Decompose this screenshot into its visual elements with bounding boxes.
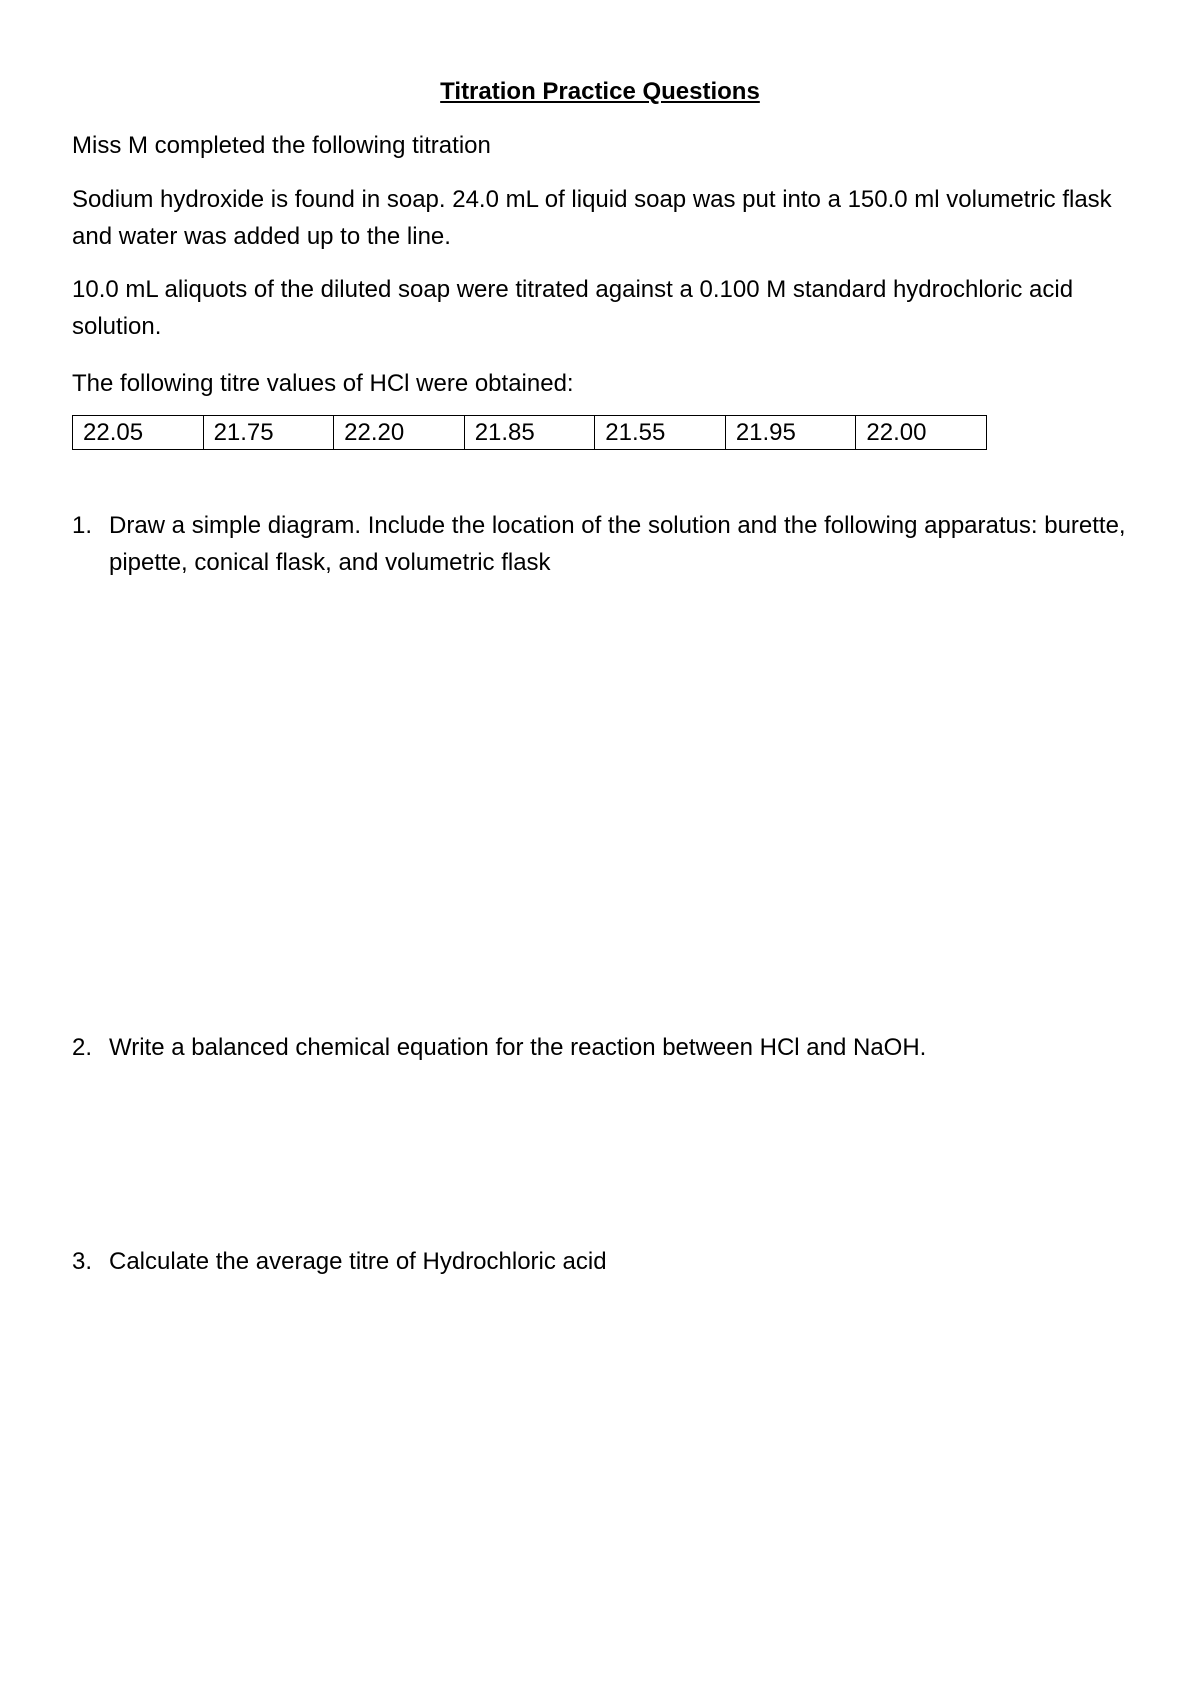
question-number: 3. <box>72 1248 93 1275</box>
titre-cell: 22.00 <box>856 416 987 450</box>
question-text: Write a balanced chemical equation for the reaction between HCl and NaOH. <box>109 1034 927 1061</box>
question-2 <box>72 1029 1142 1066</box>
question-text: Calculate the average titre of Hydrochloric acid <box>109 1248 607 1275</box>
aliquot-paragraph: 10.0 mL aliquots of the diluted soap were titrated against a 0.100 M standard hydrochloric acid solution. <box>72 276 1074 340</box>
question-text: Draw a simple diagram. Include the location of the solution and the following apparatus: burette, pipette, conical flask, and volumetric flask <box>109 512 1126 576</box>
intro-paragraph: Miss M completed the following titration <box>72 132 491 159</box>
table-row <box>73 416 987 450</box>
question-number: 1. <box>72 512 93 539</box>
titre-cell: 21.95 <box>725 416 856 450</box>
titre-cell: 22.20 <box>334 416 465 450</box>
question-3 <box>72 1243 1142 1280</box>
page-title: Titration Practice Questions <box>440 78 760 105</box>
titre-cell: 21.75 <box>203 416 334 450</box>
question-number: 2. <box>72 1034 93 1061</box>
titre-cell: 21.85 <box>464 416 595 450</box>
titre-values-table <box>72 415 987 450</box>
question-1 <box>72 507 1142 581</box>
soap-dilution-paragraph: Sodium hydroxide is found in soap. 24.0 mL of liquid soap was put into a 150.0 ml volumetric flask and water was added up to the line. <box>72 186 1112 250</box>
titre-cell: 22.05 <box>73 416 204 450</box>
titre-cell: 21.55 <box>595 416 726 450</box>
titre-intro-paragraph: The following titre values of HCl were obtained: <box>72 370 574 397</box>
